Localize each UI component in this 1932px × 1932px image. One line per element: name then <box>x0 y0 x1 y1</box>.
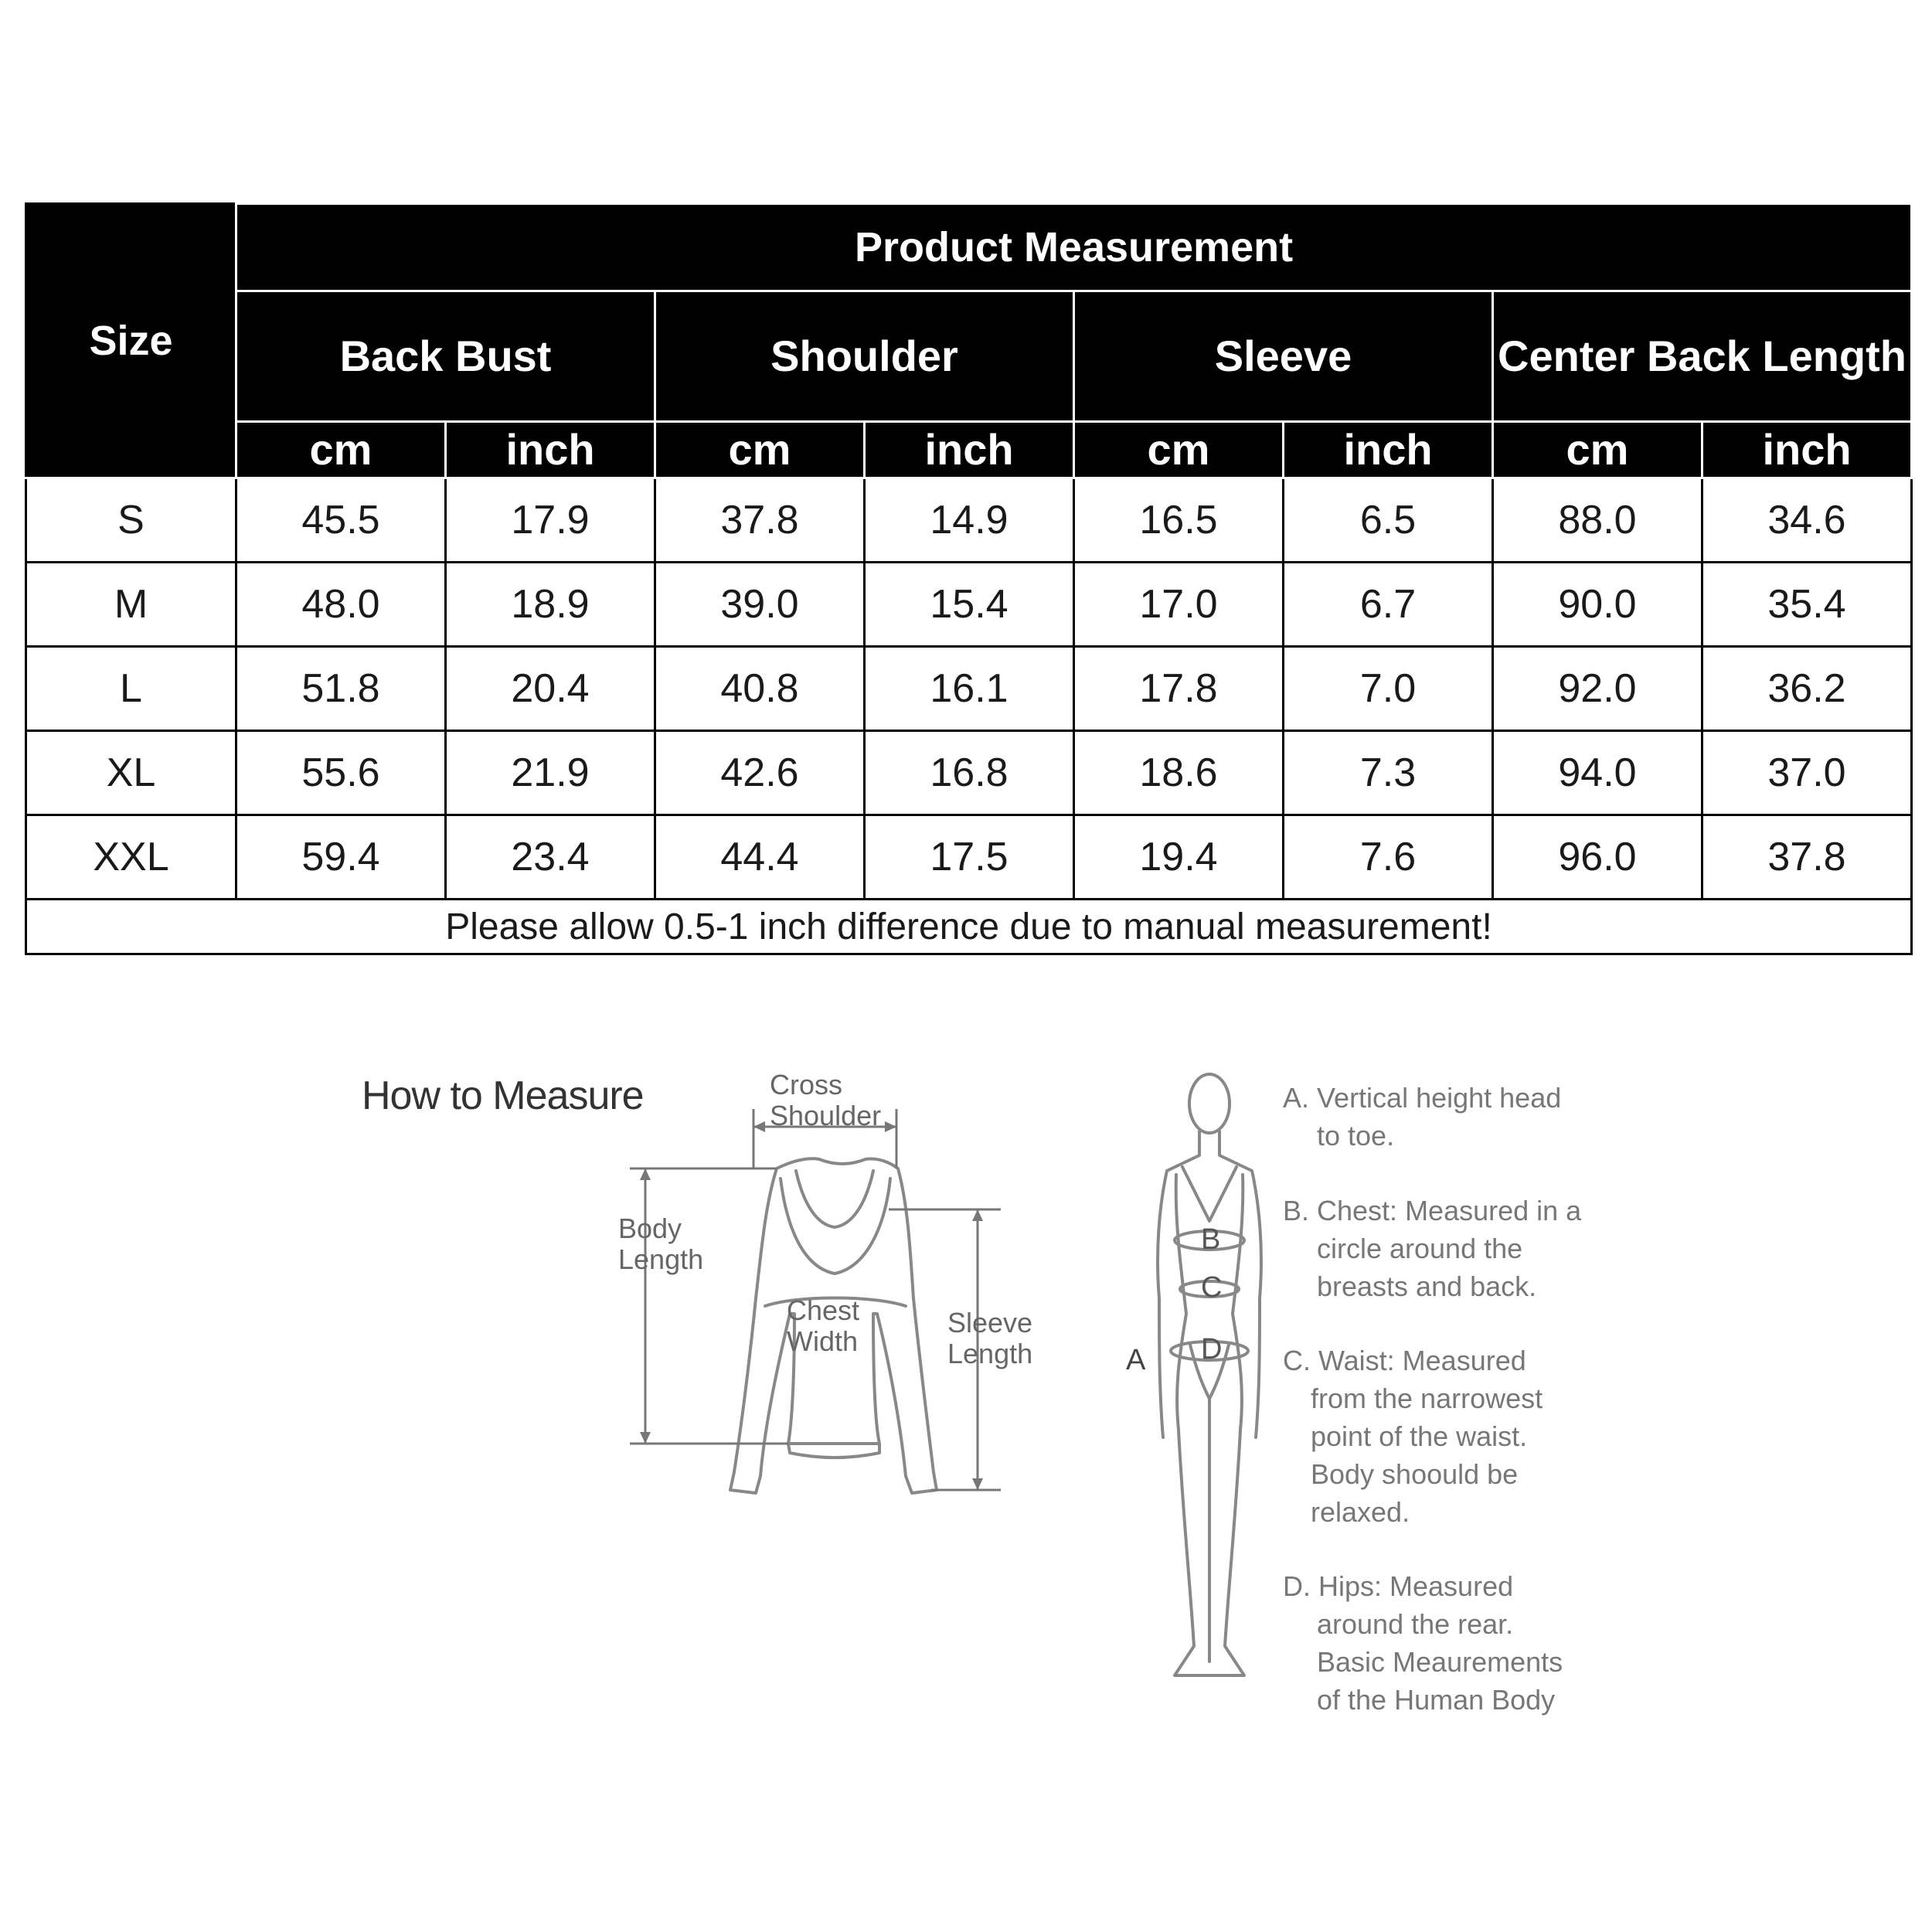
group-header-sleeve: Sleeve <box>1074 291 1493 422</box>
value-cell: 88.0 <box>1493 478 1702 563</box>
table-title: Product Measurement <box>236 204 1912 291</box>
value-cell: 6.5 <box>1284 478 1493 563</box>
size-cell: M <box>26 563 236 647</box>
value-cell: 23.4 <box>446 815 655 900</box>
value-cell: 39.0 <box>655 563 865 647</box>
size-cell: S <box>26 478 236 563</box>
value-cell: 51.8 <box>236 647 446 731</box>
value-cell: 17.5 <box>865 815 1074 900</box>
group-header-back-bust: Back Bust <box>236 291 655 422</box>
size-cell: XL <box>26 731 236 815</box>
value-cell: 18.9 <box>446 563 655 647</box>
value-cell: 20.4 <box>446 647 655 731</box>
cross-shoulder-label: Cross Shoulder <box>770 1069 882 1131</box>
chest-width-label: Chest Width <box>787 1294 860 1357</box>
legend-c: C. Waist: Measured from the narrowest point of the waist. Body shoould be relaxed. <box>1283 1345 1543 1528</box>
value-cell: 96.0 <box>1493 815 1702 900</box>
value-cell: 48.0 <box>236 563 446 647</box>
value-cell: 35.4 <box>1702 563 1912 647</box>
value-cell: 16.1 <box>865 647 1074 731</box>
value-cell: 16.8 <box>865 731 1074 815</box>
value-cell: 44.4 <box>655 815 865 900</box>
value-cell: 90.0 <box>1493 563 1702 647</box>
unit-header: inch <box>865 422 1074 478</box>
value-cell: 6.7 <box>1284 563 1493 647</box>
value-cell: 14.9 <box>865 478 1074 563</box>
value-cell: 36.2 <box>1702 647 1912 731</box>
value-cell: 37.0 <box>1702 731 1912 815</box>
unit-header: cm <box>1493 422 1702 478</box>
value-cell: 21.9 <box>446 731 655 815</box>
value-cell: 7.6 <box>1284 815 1493 900</box>
value-cell: 59.4 <box>236 815 446 900</box>
human-body-illustration <box>1158 1074 1261 1675</box>
marker-c: C <box>1201 1271 1223 1304</box>
size-cell: L <box>26 647 236 731</box>
unit-header: inch <box>1284 422 1493 478</box>
value-cell: 37.8 <box>655 478 865 563</box>
unit-header: cm <box>1074 422 1284 478</box>
unit-header: cm <box>236 422 446 478</box>
marker-b: B <box>1201 1223 1221 1256</box>
unit-header: inch <box>1702 422 1912 478</box>
value-cell: 37.8 <box>1702 815 1912 900</box>
value-cell: 17.9 <box>446 478 655 563</box>
unit-header: cm <box>655 422 865 478</box>
legend-a: A. Vertical height head to toe. <box>1283 1082 1562 1151</box>
marker-a: A <box>1126 1344 1146 1376</box>
value-cell: 42.6 <box>655 731 865 815</box>
value-cell: 55.6 <box>236 731 446 815</box>
group-header-shoulder: Shoulder <box>655 291 1074 422</box>
value-cell: 7.0 <box>1284 647 1493 731</box>
value-cell: 19.4 <box>1074 815 1284 900</box>
unit-header: inch <box>446 422 655 478</box>
measurement-note: Please allow 0.5-1 inch difference due to manual measurement! <box>26 900 1912 954</box>
value-cell: 17.8 <box>1074 647 1284 731</box>
value-cell: 94.0 <box>1493 731 1702 815</box>
value-cell: 92.0 <box>1493 647 1702 731</box>
value-cell: 7.3 <box>1284 731 1493 815</box>
value-cell: 18.6 <box>1074 731 1284 815</box>
value-cell: 15.4 <box>865 563 1074 647</box>
value-cell: 16.5 <box>1074 478 1284 563</box>
body-length-label: Body Length <box>618 1213 704 1275</box>
marker-d: D <box>1201 1333 1223 1366</box>
value-cell: 17.0 <box>1074 563 1284 647</box>
value-cell: 40.8 <box>655 647 865 731</box>
how-to-measure-title: How to Measure <box>362 1073 644 1118</box>
legend-d: D. Hips: Measured around the rear. Basic Meaurements of the Human Body <box>1283 1570 1563 1716</box>
sleeve-length-label: Sleeve Length <box>947 1307 1033 1369</box>
group-header-center-back-length: Center Back Length <box>1493 291 1912 422</box>
size-column-header: Size <box>26 204 236 478</box>
value-cell: 45.5 <box>236 478 446 563</box>
value-cell: 34.6 <box>1702 478 1912 563</box>
size-cell: XXL <box>26 815 236 900</box>
legend-b: B. Chest: Measured in a circle around the breasts and back. <box>1283 1195 1582 1302</box>
